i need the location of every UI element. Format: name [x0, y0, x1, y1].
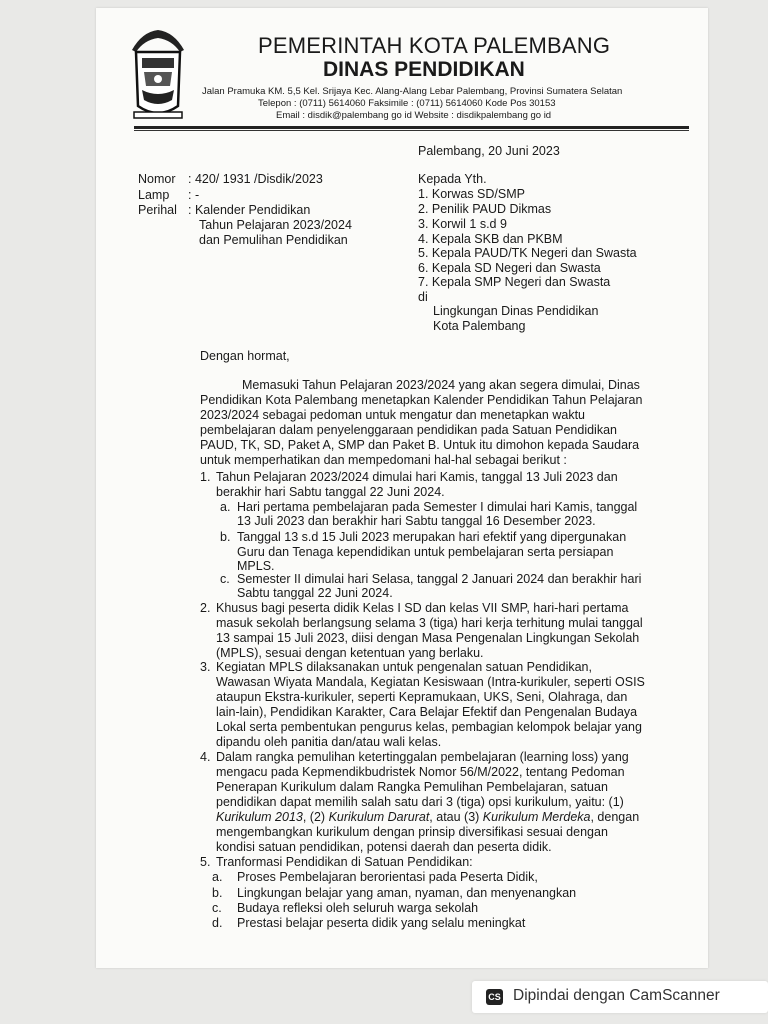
- point-number: 5.: [200, 855, 211, 869]
- point-1-line: Tahun Pelajaran 2023/2024 dimulai hari Kamis, tanggal 13 Juli 2023 dan: [216, 470, 618, 484]
- intro-line: 2023/2024 sebagai pedoman untuk mengatur dan menetapkan waktu: [200, 408, 586, 422]
- camscanner-text: Dipindai dengan CamScanner: [513, 987, 720, 1004]
- point-4-line: kondisi satuan pendidikan, potensi daerah dan peserta didik.: [216, 840, 552, 854]
- point-1-line: berakhir hari Sabtu tanggal 22 Juni 2024.: [216, 485, 445, 499]
- point-1a-line: Hari pertama pembelajaran pada Semester I dimulai hari Kamis, tanggal: [237, 500, 638, 514]
- point-3-line: dipandu oleh panitia dan/atau wali kelas.: [216, 735, 442, 749]
- point-number: 3.: [200, 660, 211, 674]
- point-2-line: 13 sampai 15 Juli 2023, diisi dengan Masa Pengenalan Lingkungan Sekolah: [216, 631, 640, 645]
- perihal-label: Perihal: [138, 203, 177, 217]
- point-5-item: Lingkungan belajar yang aman, nyaman, dan menyenangkan: [237, 886, 577, 900]
- salutation: Dengan hormat,: [200, 349, 290, 363]
- camscanner-watermark: [472, 981, 768, 1013]
- letterhead-contact: Telepon : (0711) 5614060 Faksimile : (0711) 5614060 Kode Pos 30153: [258, 98, 556, 109]
- perihal-value-line2: Tahun Pelajaran 2023/2024: [199, 218, 352, 232]
- perihal-value-line3: dan Pemulihan Pendidikan: [199, 233, 348, 247]
- lamp-value: : -: [188, 188, 200, 202]
- recipients-location: Lingkungan Dinas Pendidikan: [433, 304, 599, 318]
- intro-line: untuk memperhatikan dan mempedomani hal-hal sebagai berikut :: [200, 453, 567, 467]
- point-4-line: pendidikan dapat memilih salah satu dari 3 (tiga) opsi kurikulum, yaitu: (1): [216, 795, 624, 809]
- recipient-item: 7. Kepala SMP Negeri dan Swasta: [418, 275, 611, 289]
- sub-point-letter: c.: [212, 901, 222, 915]
- curriculum-merdeka: Kurikulum Merdeka: [482, 810, 591, 824]
- letter-date: Palembang, 20 Juni 2023: [418, 144, 560, 158]
- nomor-label: Nomor: [138, 172, 176, 186]
- recipient-item: 4. Kepala SKB dan PKBM: [418, 232, 563, 246]
- point-2-line: (MPLS), sesuai dengan ketentuan yang berlaku.: [216, 646, 484, 660]
- recipient-item: 2. Penilik PAUD Dikmas: [418, 202, 552, 216]
- point-3-line: Lokal serta pembentukan pengurus kelas, pembagian kelompok belajar yang: [216, 720, 642, 734]
- intro-line: Memasuki Tahun Pelajaran 2023/2024 yang akan segera dimulai, Dinas: [242, 378, 640, 392]
- point-5-item: Budaya refleksi oleh seluruh warga sekolah: [237, 901, 479, 915]
- sub-point-letter: b.: [212, 886, 223, 900]
- intro-line: pembelajaran dalam penyelenggaraan pendidikan pada Satuan Pendidikan: [200, 423, 617, 437]
- point-5-item: Proses Pembelajaran berorientasi pada Peserta Didik,: [237, 870, 538, 884]
- point-2-line: Khusus bagi peserta didik Kelas I SD dan kelas VII SMP, hari-hari pertama: [216, 601, 629, 615]
- point-3-line: Kegiatan MPLS dilaksanakan untuk pengenalan satuan Pendidikan,: [216, 660, 592, 674]
- letterhead-subtitle: DINAS PENDIDIKAN: [323, 58, 525, 81]
- recipient-item: 5. Kepala PAUD/TK Negeri dan Swasta: [418, 246, 637, 260]
- sub-point-letter: c.: [220, 572, 230, 586]
- recipients-heading: Kepada Yth.: [418, 172, 487, 186]
- sub-point-letter: a.: [220, 500, 231, 514]
- point-4-line: mengacu pada Kepmendikbudristek Nomor 56/M/2022, tentang Pedoman: [216, 765, 625, 779]
- camscanner-icon: CS: [486, 989, 503, 1005]
- point-4-line-curricula: Kurikulum 2013, (2) Kurikulum Darurat, atau (3) Kurikulum Merdeka, dengan: [216, 810, 640, 824]
- recipients-di: di: [418, 290, 428, 304]
- intro-line: PAUD, TK, SD, Paket A, SMP dan Paket B. Untuk itu dimohon kepada Saudara: [200, 438, 640, 452]
- recipient-item: 3. Korwil 1 s.d 9: [418, 217, 507, 231]
- letterhead-title: PEMERINTAH KOTA PALEMBANG: [258, 33, 611, 58]
- curriculum-darurat: Kurikulum Darurat: [328, 810, 430, 824]
- curriculum-2013: Kurikulum 2013: [216, 810, 303, 824]
- perihal-value: : Kalender Pendidikan: [188, 203, 311, 217]
- lamp-label: Lamp: [138, 188, 170, 202]
- point-1c-line: Semester II dimulai hari Selasa, tanggal 2 Januari 2024 dan berakhir hari: [237, 572, 642, 586]
- palembang-crest-logo: [122, 28, 194, 126]
- recipient-item: 6. Kepala SD Negeri dan Swasta: [418, 261, 601, 275]
- point-1a-line: 13 Juli 2023 dan berakhir hari Sabtu tanggal 16 Desember 2023.: [237, 514, 596, 528]
- point-1b-line: Guru dan Tenaga kependidikan untuk pembelajaran serta persiapan: [237, 545, 614, 559]
- point-number: 4.: [200, 750, 211, 764]
- letterhead-rule: [134, 126, 689, 129]
- point-1c-line: Sabtu tanggal 22 Juni 2024.: [237, 586, 393, 600]
- point-2-line: masuk sekolah berlangsung selama 3 (tiga) hari kerja terhitung mulai tanggal: [216, 616, 643, 630]
- point-5-item: Prestasi belajar peserta didik yang selalu meningkat: [237, 916, 526, 930]
- sub-point-letter: b.: [220, 530, 231, 544]
- intro-line: Pendidikan Kota Palembang menetapkan Kalender Pendidikan Tahun Pelajaran: [200, 393, 643, 407]
- point-3-line: lain-lain), Pendidikan Karakter, Cara Belajar Efektif dan Pengenalan Budaya: [216, 705, 638, 719]
- point-3-line: Wawasan Wiyata Mandala, Kegiatan Kesiswaan (Intra-kurikuler, seperti OSIS: [216, 675, 645, 689]
- recipient-item: 1. Korwas SD/SMP: [418, 187, 525, 201]
- letterhead-rule-thin: [134, 130, 689, 131]
- point-1b-line: Tanggal 13 s.d 15 Juli 2023 merupakan hari efektif yang dipergunakan: [237, 530, 627, 544]
- letterhead-address: Jalan Pramuka KM. 5,5 Kel. Srijaya Kec. Alang-Alang Lebar Palembang, Provinsi Sumatera Selatan: [202, 86, 623, 97]
- letterhead-email: Email : disdik@palembang go id Website : disdikpalembang go id: [276, 110, 552, 121]
- sub-point-letter: a.: [212, 870, 223, 884]
- nomor-value: : 420/ 1931 /Disdik/2023: [188, 172, 323, 186]
- point-4-line: Dalam rangka pemulihan ketertinggalan pembelajaran (learning loss) yang: [216, 750, 629, 764]
- point-4-line: Penerapan Kurikulum dalam Rangka Pemulihan Pembelajaran, satuan: [216, 780, 608, 794]
- sub-point-letter: d.: [212, 916, 223, 930]
- point-5-line: Tranformasi Pendidikan di Satuan Pendidikan:: [216, 855, 473, 869]
- recipients-location-city: Kota Palembang: [433, 319, 526, 333]
- point-4-line: mengembangkan kurikulum dengan prinsip diversifikasi sesuai dengan: [216, 825, 608, 839]
- point-number: 2.: [200, 601, 211, 615]
- point-1b-line: MPLS.: [237, 559, 275, 573]
- point-3-line: ataupun Ekstra-kurikuler, seperti Kepramukaan, UKS, Seni, Olahraga, dan: [216, 690, 628, 704]
- point-number: 1.: [200, 470, 211, 484]
